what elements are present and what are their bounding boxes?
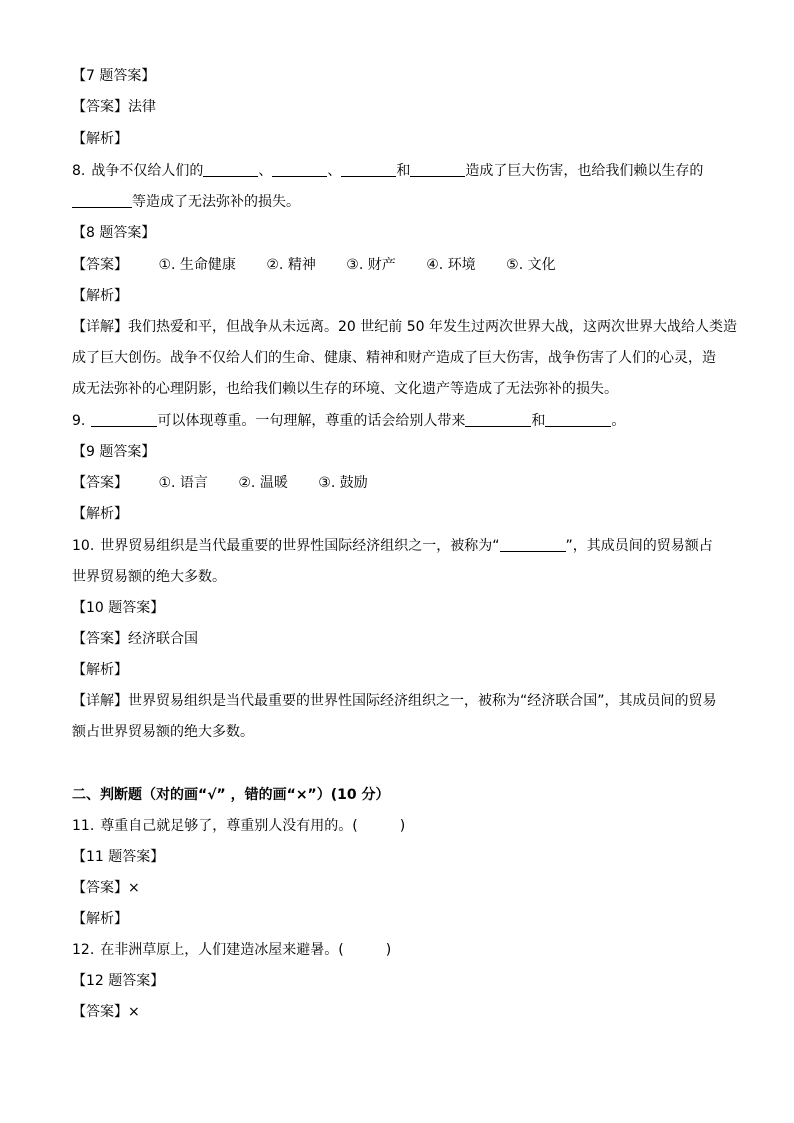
q10-stem-line1: 10. 世界贸易组织是当代最重要的世界性国际经济组织之一，被称为“ ”，其成员间的贸易额占 (72, 538, 713, 554)
q7-answer (72, 97, 156, 117)
answer-text: 经济联合国 (128, 631, 198, 647)
answer-label: 【答案】 (72, 99, 128, 115)
q10-answer (72, 629, 198, 649)
blank (341, 162, 396, 177)
answer-label: 【答案】 (72, 631, 128, 647)
q9-analysis: 【解析】 (72, 506, 128, 522)
q10-detail-line1: 【详解】世界贸易组织是当代最重要的世界性国际经济组织之一，被称为“经济联合国”，其成员间的贸易 (72, 693, 717, 709)
question-number: 9. (72, 413, 86, 429)
blank (272, 162, 327, 177)
q10-answer-title: 【10 题答案】 (72, 600, 165, 616)
q8-stem-line2: 等造成了无法弥补的损失。 (72, 192, 300, 212)
answer-label: 【答案】 (72, 1004, 128, 1020)
answer-text: × (128, 880, 140, 896)
q11-stem: 11. 尊重自己就足够了，尊重别人没有用的。( ) (72, 818, 406, 834)
q8-answer (72, 255, 556, 275)
q12-stem: 12. 在非洲草原上，人们建造冰屋来避暑。( ) (72, 942, 392, 958)
answer-option-3: ③. 财产 (346, 257, 396, 273)
q8-stem-line1: 8. 战争不仅给人们的 、 、 和 造成了巨大伤害，也给我们赖以生存的 (72, 163, 704, 179)
blank (91, 412, 157, 427)
q9-answer-title: 【9 题答案】 (72, 444, 156, 460)
q12-answer-title: 【12 题答案】 (72, 973, 165, 989)
answer-option-3: ③. 鼓励 (318, 475, 368, 491)
blank (410, 162, 465, 177)
q7-analysis: 【解析】 (72, 131, 128, 147)
blank (72, 193, 132, 208)
blank (465, 412, 531, 427)
q8-detail-line1: 【详解】我们热爱和平，但战争从未远离。20 世纪前 50 年发生过两次世界大战，这两次世界大战给人类造 (72, 319, 737, 335)
detail-label: 【详解】 (72, 693, 128, 709)
answer-option-4: ④. 环境 (426, 257, 476, 273)
question-number: 12. (72, 942, 95, 958)
q9-stem: 9. 可以体现尊重。一句理解，尊重的话会给别人带来 和 。 (72, 413, 626, 429)
question-number: 8. (72, 163, 86, 179)
answer-option-1: ①. 语言 (158, 475, 208, 491)
q8-detail-line3: 成无法弥补的心理阴影，也给我们赖以生存的环境、文化遗产等造成了无法弥补的损失。 (72, 381, 618, 397)
question-number: 11. (72, 818, 95, 834)
q11-answer (72, 878, 140, 898)
answer-option-2: ②. 精神 (266, 257, 316, 273)
q10-stem-line2: 世界贸易额的绝大多数。 (72, 569, 226, 585)
q9-answer (72, 473, 368, 493)
section-heading: 二、判断题（对的画“√” ，错的画“×”）(10 分） (72, 787, 390, 803)
q8-analysis: 【解析】 (72, 288, 128, 304)
answer-text: × (128, 1004, 140, 1020)
answer-text: 法律 (128, 99, 156, 115)
answer-option-2: ②. 温暖 (238, 475, 288, 491)
answer-option-1: ①. 生命健康 (158, 257, 236, 273)
answer-label: 【答案】 (72, 475, 128, 491)
detail-label: 【详解】 (72, 319, 128, 335)
blank (203, 162, 258, 177)
blank (500, 537, 566, 552)
q12-answer (72, 1002, 140, 1022)
q8-detail-line2: 成了巨大创伤。战争不仅给人们的生命、健康、精神和财产造成了巨大伤害，战争伤害了人们的心灵，造 (72, 350, 716, 366)
blank (545, 412, 611, 427)
q7-answer-title: 【7 题答案】 (72, 68, 156, 84)
answer-option-5: ⑤. 文化 (506, 257, 556, 273)
answer-label: 【答案】 (72, 257, 128, 273)
q11-analysis: 【解析】 (72, 911, 128, 927)
question-number: 10. (72, 538, 95, 554)
q11-answer-title: 【11 题答案】 (72, 849, 165, 865)
q10-analysis: 【解析】 (72, 662, 128, 678)
q10-detail-line2: 额占世界贸易额的绝大多数。 (72, 724, 254, 740)
answer-label: 【答案】 (72, 880, 128, 896)
q8-answer-title: 【8 题答案】 (72, 225, 156, 241)
